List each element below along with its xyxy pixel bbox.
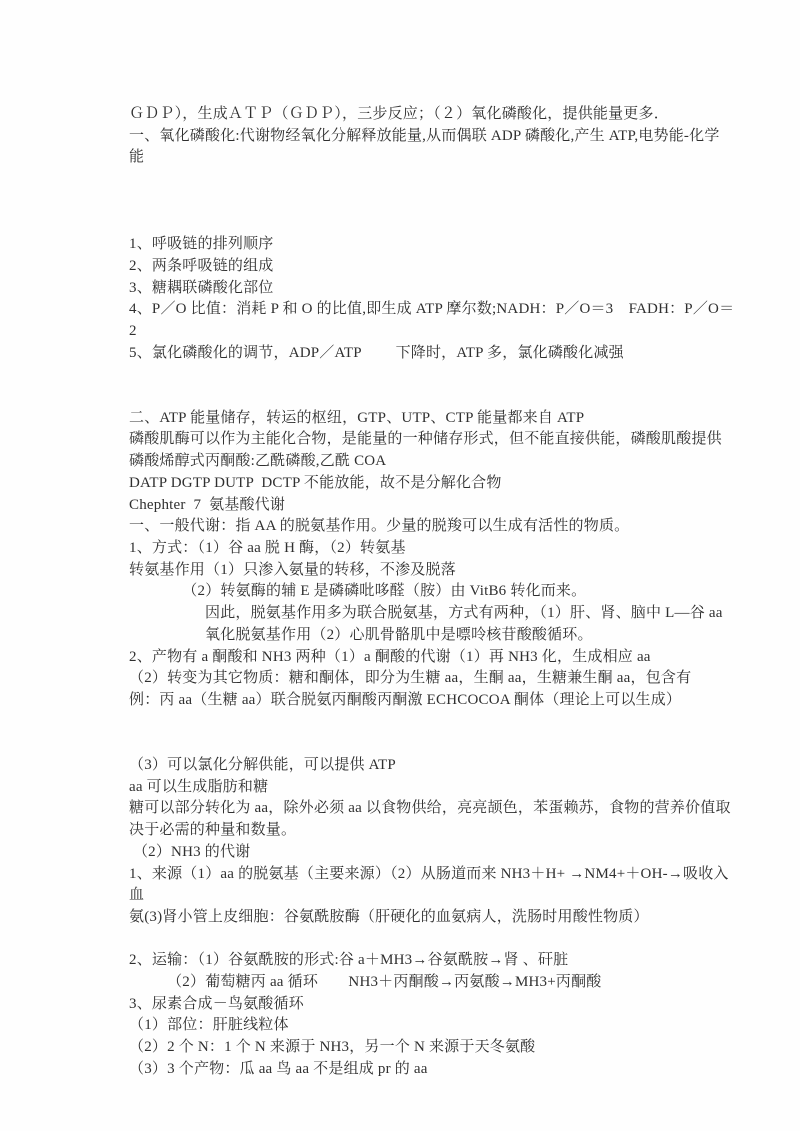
text-content: [129, 104, 735, 1081]
text-line: 决于必需的种量和数量。: [129, 822, 297, 839]
text-line: （3）3 个产物：瓜 aa 鸟 aa 不是组成 pr 的 aa: [129, 1060, 428, 1077]
text-line: [129, 929, 735, 951]
text-line: [129, 364, 735, 386]
text-line: 1、呼吸链的排列顺序: [129, 236, 274, 253]
text-line: [129, 212, 735, 234]
text-line: [129, 169, 735, 191]
text-line: [129, 386, 735, 408]
text-line: 1、来源（1）aa 的脱氨基（主要来源）（2）从肠道而来 NH3＋H+ →NM4+＋OH-→吸收入血: [129, 865, 729, 904]
text-line: （1）部位：肝脏线粒体: [129, 1017, 289, 1034]
text-line: 磷酸烯醇式丙酮酸:乙酰磷酸,乙酰 COA: [129, 453, 387, 470]
text-line: （2）2 个 N：1 个 N 来源于 NH3，另一个 N 来源于天冬氨酸: [129, 1039, 536, 1056]
text-line: （3）可以氯化分解供能，可以提供 ATP: [129, 756, 396, 773]
text-line: 因此，脱氨基作用多为联合脱氨基，方式有两种，（1）肝、肾、脑中 L—谷 aa: [129, 605, 723, 622]
text-line: 二、ATP 能量储存，转运的枢纽，GTP、UTP、CTP 能量都来自 ATP: [129, 409, 585, 426]
text-line: DATP DGTP DUTP DCTP 不能放能，故不是分解化合物: [129, 474, 502, 491]
text-line: [129, 712, 735, 734]
text-line: 1、方式：（1）谷 aa 脱 H 酶，（2）转氨基: [129, 539, 406, 556]
text-line: aa 可以生成脂肪和糖: [129, 778, 269, 795]
text-line: 氧化脱氨基作用（2）心肌骨骼肌中是嘌呤核苷酸酸循环。: [129, 626, 593, 643]
text-line: [129, 191, 735, 213]
text-line: 磷酸肌酶可以作为主能化合物，是能量的一种储存形式，但不能直接供能，磷酸肌酸提供: [129, 431, 722, 448]
text-line: 2、两条呼吸链的组成: [129, 257, 274, 274]
text-line: （2）NH3 的代谢: [129, 843, 251, 860]
text-line: （2）转变为其它物质：糖和酮体，即分为生糖 aa，生酮 aa，生糖兼生酮 aa，包含有: [129, 670, 692, 687]
text-line: 5、氯化磷酸化的调节，ADP／ATP 下降时，ATP 多，氯化磷酸化减强: [129, 344, 624, 361]
text-line: 3、糖耦联磷酸化部位: [129, 279, 274, 296]
text-line: 糖可以部分转化为 aa，除外必须 aa 以食物供给，亮亮颉色，苯蛋赖苏，食物的营养价值取: [129, 800, 731, 817]
text-line: （2）转氨酶的辅 E 是磷磷吡哆醛（胺）由 VitB6 转化而来。: [129, 583, 587, 600]
text-line: 例：丙 aa（生糖 aa）联合脱氨丙酮酸丙酮激 ECHCOCOA 酮体（理论上可以生成）: [129, 691, 682, 708]
text-line: 2、产物有 a 酮酸和 NH3 两种（1）a 酮酸的代谢（1）再 NH3 化，生成相应 aa: [129, 648, 651, 665]
text-line: 氨(3)肾小管上皮细胞：谷氨酰胺酶（肝硬化的血氨病人，洗肠时用酸性物质）: [129, 908, 649, 925]
text-line: 2、运输：（1）谷氨酰胺的形式:谷 a＋MH3→谷氨酰胺→肾 、矸脏: [129, 952, 569, 969]
text-line: 一、一般代谢：指 AA 的脱氨基作用。少量的脱羧可以生成有活性的物质。: [129, 518, 630, 535]
text-line: ＧＤＰ），生成ＡＴＰ（ＧＤＰ），三步反应；（２）氧化磷酸化，提供能量更多．: [129, 106, 669, 122]
text-line: [129, 733, 735, 755]
text-line: Chephter 7 氨基酸代谢: [129, 496, 286, 513]
text-line: （2）葡萄糖丙 aa 循环 NH3＋丙酮酸→丙氨酸→MH3+丙酮酸: [129, 974, 602, 990]
text-line: 4、P／O 比值：消耗 P 和 O 的比值,即生成 ATP 摩尔数;NADH：P／O＝3 FADH：P／O＝2: [129, 301, 735, 339]
text-line: 转氨基作用（1）只渗入氨量的转移，不渗及脱落: [129, 561, 456, 578]
text-line: 一、氧化磷酸化:代谢物经氧化分解释放能量,从而偶联 ADP 磷酸化,产生 ATP,电势能-化学: [129, 127, 720, 144]
text-line: 3、尿素合成－鸟氨酸循环: [129, 995, 304, 1012]
text-line: 能: [129, 149, 145, 166]
